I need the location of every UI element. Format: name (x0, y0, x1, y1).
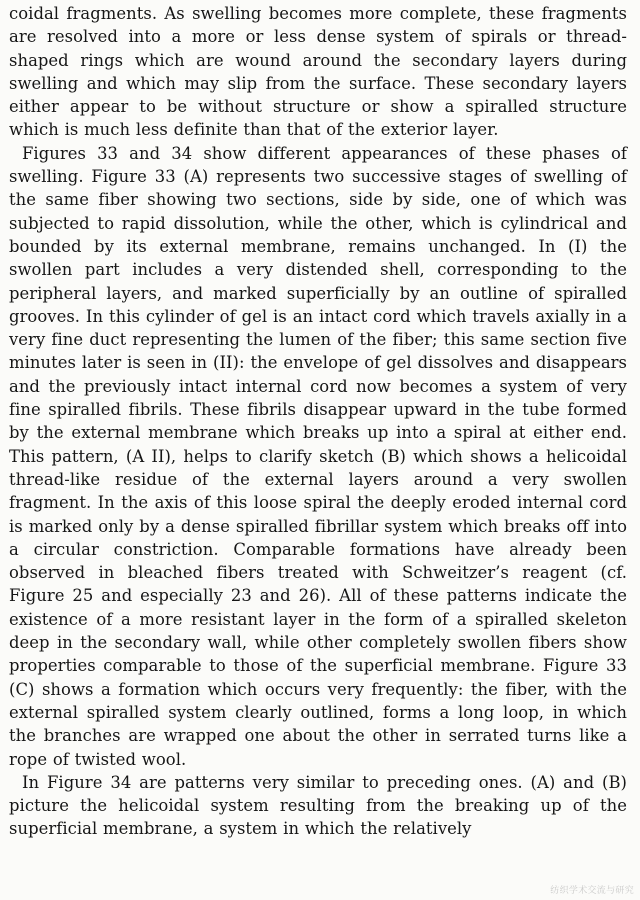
watermark: 纺织学术交流与研究 (550, 886, 634, 896)
body-text (9, 2, 627, 841)
paragraph-1: coidal fragments. As swelling becomes more complete, these fragments are resolved into a more or less dense system of spirals or thread-shaped rings which are wound around the secondary layers during swelling and which may slip from the surface. These secondary layers either appear to be without structure or show a spiralled structure which is much less definite than that of the exterior layer. (9, 4, 627, 140)
paragraph-2: Figures 33 and 34 show different appearances of these phases of swelling. Figure 33 (A) represents two successive stages of swelling of the same fiber showing two sections, side by side, one of which was subjected to rapid dissolution, while the other, which is cylindrical and bounded by its external membrane, remains unchanged. In (I) the swollen part includes a very distended shell, corresponding to the peripheral layers, and marked superficially by an outline of spiralled grooves. In this cylinder of gel is an intact cord which travels axially in a very fine duct representing the lumen of the fiber; this same section five minutes later is seen in (II): the envelope of gel dissolves and disappears and the previously intact internal cord now becomes a system of very fine spiralled fibrils. These fibrils disappear upward in the tube formed by the external membrane which breaks up into a spiral at either end. This pattern, (A II), helps to clarify sketch (B) which shows a helicoidal thread-like residue of the external layers around a very swollen fragment. In the axis of this loose spiral the deeply eroded internal cord is marked only by a dense spiralled fibrillar system which breaks off into a circular constriction. Comparable formations have already been observed in bleached fibers treated with Schweitzer’s reagent (cf. Figure 25 and especially 23 and 26). All of these patterns indicate the existence of a more resistant layer in the form of a spiralled skeleton deep in the secondary wall, while other completely swollen fibers show properties comparable to those of the superficial membrane. Figure 33 (C) shows a formation which occurs very frequently: the fiber, with the external spiralled system clearly outlined, forms a long loop, in which the branches are wrapped one about the other in serrated turns like a rope of twisted wool. (9, 143, 627, 769)
paragraph-3: In Figure 34 are patterns very similar to preceding ones. (A) and (B) picture the helicoidal system resulting from the breaking up of the superficial membrane, a system in which the relatively (9, 772, 627, 839)
